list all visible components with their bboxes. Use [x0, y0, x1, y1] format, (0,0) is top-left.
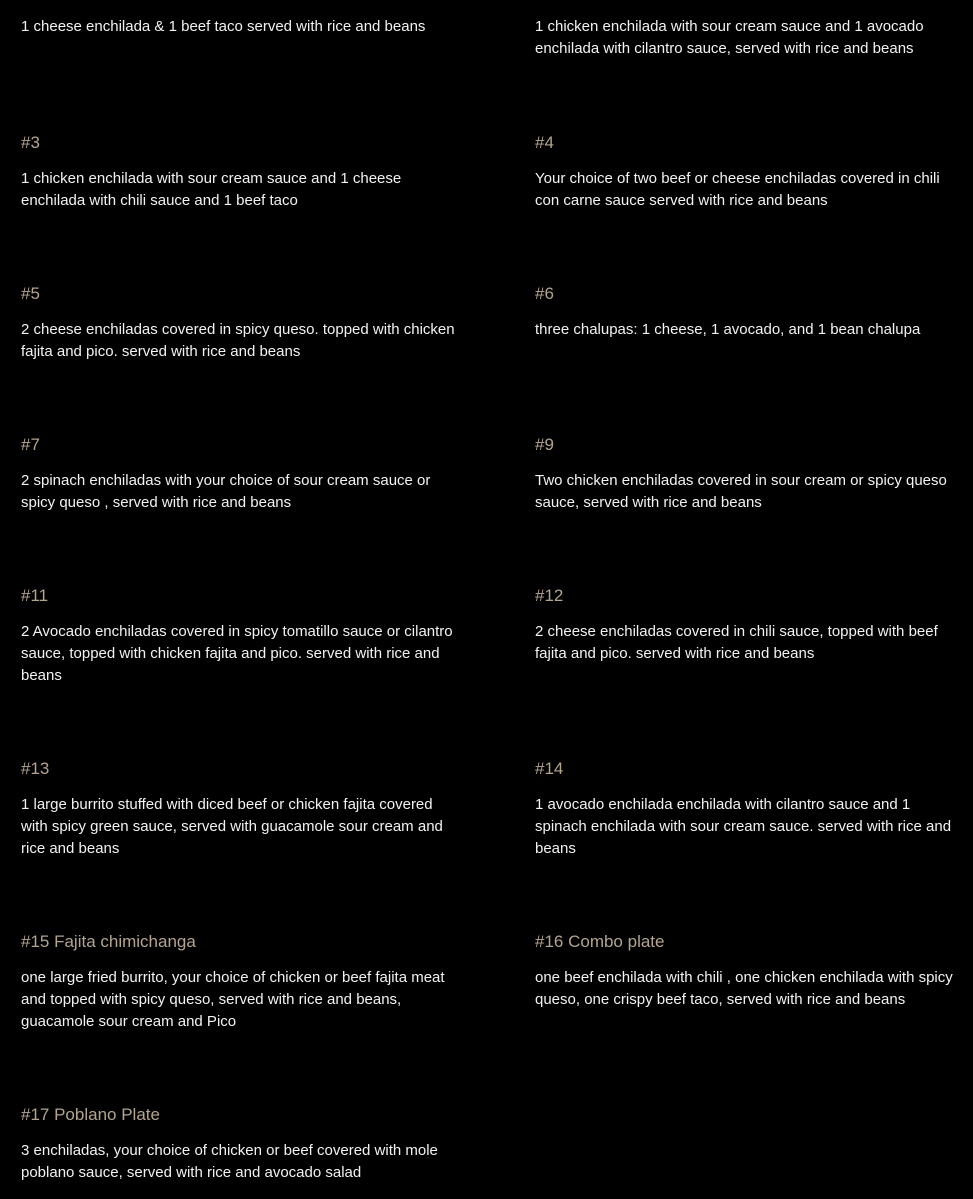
menu-item-title: #9 [535, 435, 554, 454]
menu-item-17 [21, 1105, 461, 1184]
menu-item-1 [21, 16, 461, 38]
menu-item-description: one beef enchilada with chili , one chicken enchilada with spicy queso, one crispy beef taco, served with rice and beans [535, 969, 953, 1008]
menu-item-13 [21, 759, 461, 860]
menu-item-title: #12 [535, 586, 564, 605]
menu-item-title: #14 [535, 759, 564, 778]
menu-item-description: 2 cheese enchiladas covered in chili sauce, topped with beef fajita and pico. served with rice and beans [535, 623, 938, 662]
menu-item-title: #7 [21, 435, 40, 454]
menu-item-9 [535, 435, 965, 514]
menu-item-description: 2 spinach enchiladas with your choice of sour cream sauce or spicy queso , served with rice and beans [21, 472, 431, 511]
menu-item-description: three chalupas: 1 cheese, 1 avocado, and 1 bean chalupa [535, 321, 921, 338]
menu-item-description: 3 enchiladas, your choice of chicken or beef covered with mole poblano sauce, served with rice and avocado salad [21, 1142, 438, 1181]
menu-item-11 [21, 586, 461, 687]
menu-item-title: #13 [21, 759, 50, 778]
menu-item-description: 2 cheese enchiladas covered in spicy queso. topped with chicken fajita and pico. served with rice and beans [21, 321, 455, 360]
menu-item-description: 1 large burrito stuffed with diced beef or chicken fajita covered with spicy green sauce, served with guacamole sour cream and rice and beans [21, 796, 443, 857]
menu-item-title: #15 Fajita chimichanga [21, 932, 196, 951]
menu-item-description: 2 Avocado enchiladas covered in spicy tomatillo sauce or cilantro sauce, topped with chicken fajita and pico. served with rice and beans [21, 623, 453, 684]
menu-item-title: #4 [535, 133, 554, 152]
menu-item-title: #6 [535, 284, 554, 303]
menu-item-5 [21, 284, 461, 363]
menu-item-description: 1 cheese enchilada & 1 beef taco served with rice and beans [21, 18, 426, 35]
menu-item-description: 1 chicken enchilada with sour cream sauce and 1 avocado enchilada with cilantro sauce, served with rice and beans [535, 18, 924, 57]
menu-item-6 [535, 284, 965, 341]
menu-item-description: one large fried burrito, your choice of chicken or beef fajita meat and topped with spicy queso, served with rice and beans, guacamole sour cream and Pico [21, 969, 445, 1030]
menu-item-16 [535, 932, 965, 1011]
menu-item-title: #11 [21, 586, 49, 605]
menu-item-description: 1 chicken enchilada with sour cream sauce and 1 cheese enchilada with chili sauce and 1 beef taco [21, 170, 402, 209]
menu-item-title: #16 Combo plate [535, 932, 665, 951]
menu-item-2 [535, 16, 965, 60]
menu-item-14 [535, 759, 965, 860]
menu-item-12 [535, 586, 965, 665]
menu-item-4 [535, 133, 965, 212]
menu-item-title: #17 Poblano Plate [21, 1105, 160, 1124]
menu-item-7 [21, 435, 461, 514]
menu-item-15 [21, 932, 461, 1033]
menu-item-title: #3 [21, 133, 40, 152]
menu-item-title: #5 [21, 284, 40, 303]
menu-item-description: Your choice of two beef or cheese enchiladas covered in chili con carne sauce served with rice and beans [535, 170, 940, 209]
menu-item-3 [21, 133, 461, 212]
menu-item-description: Two chicken enchiladas covered in sour cream or spicy queso sauce, served with rice and beans [535, 472, 947, 511]
menu-item-description: 1 avocado enchilada enchilada with cilantro sauce and 1 spinach enchilada with sour cream sauce. served with rice and beans [535, 796, 952, 857]
